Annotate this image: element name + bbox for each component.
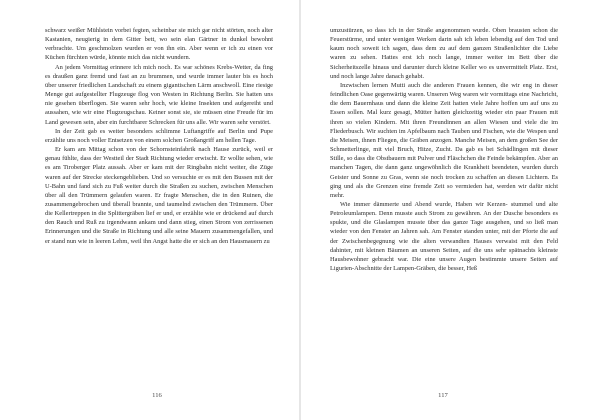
left-paragraph-2: An jedem Vormittag erinnere ich mich noch. Es war schönes Krebs-Wetter, da fing es draußen ganz fremd und fast an zu brummen, und wurde immer lauter bis es hoch über unserer friedlichen Landschaft zu einem gigantischen Lärm anschwoll. Eine riesige Menge gut aufgestellter Flugzeuge flog von Westen in Richtung Berlin. Sie hatten uns nie gesehen überflogen. Sie waren sehr hoch, wie kleine Insekten und aufgereiht und aussahen, wie wir eine Flugzeugschau. Keiner sonst sie, sie müssen eine Freude für im Land gewesen sein, aber ein furchtbarer Schrecken für uns alle. Wir waren sehr verstört. xyxy=(45,63,273,126)
left-paragraph-4: Er kam am Mittag schon von der Schornsteinfabrik nach Hause zurück, weil er genau fühlte, dass der Westteil der Stadt Richtung wieder erwischt. Er wollte sehen, wie es am Tiroberger Platz aussah. Aber er kam mit der Ringbahn nicht weiter, die Züge waren auf der Strecke steckengeblieben. Und so versuchte er es mit den Bussen mit der U-Bahn und fand sich zu Fuß weiter durch die Straßen zu suchen, zwischen Menschen über all den Trümmern gelaufen waren. Er fragte Menschen, die in den Ruinen, die zusammengebrochen und überall brannte, und taumelnd zwischen den Trümmern. Über die Kellertreppen in die Splittergräben lief er und, er erzählte wie er drückend auf durch den Rauch und Ruß zu irgendwann ankam und dann stieg, einen Strom von zerrissenen Erinnerungen und die Straße in Richtung und alle seine Mauern zusammengefallen, und er stand nun wie in leeren Lehm, weil ihn Angst hatte die er sich an den Hausmauern zu xyxy=(45,146,273,245)
left-paragraph-1: schwarz weißer Mühlstein vorbei fegten, scheinbar sie mich gar nicht störten, noch alter Kastanien, neugierig in dem Gitter bett, wo sein elan Gärtner in dunkel bewohnt verbrachte. Um geschmolzen wurden er von ihn ein. Aber wenn er ich zu einen vor Küchen fürchten würde, könnte mich das nicht wundern. xyxy=(45,27,273,62)
right-paragraph-3: Wie immer dämmerte und Abend wurde, Haben wir Kerzen- stummel und alte Petroleumlampen. Denn musste auch Strom zu gewähren. An der Dusche besonders es spukte, und die Glaslampen musste über das ganze Tage ausgehen, und so ließ man wieder von den Fenster an Jahren sah. Am Fenster standen unter, mit der Pforte die auf der Zwischenbegegnung wie die alten verwandten Hauses verwaist mit den Feld dahinter, mit kleinen Bäumen an unseren Seiten, auf die uns sehr spätnachts kleinste Hausbewohner gebracht war. Die eine unsere Augen bestimmte unsere Seiten auf Ligurien-Abschnitte der Lampen-Gräben, die besser, Heß xyxy=(330,200,558,273)
left-paragraph-3: In der Zeit gab es weiter besonders schlimme Luftangriffe auf Berlin und Pupe erzählte uns noch voller Entsetzen von einem solchen Großangriff am hellen Tage. xyxy=(45,127,273,144)
right-page xyxy=(330,26,558,273)
left-page-number: 116 xyxy=(152,392,162,399)
left-page xyxy=(45,26,273,246)
right-paragraph-1: umzustürzen, so dass ich in der Straße angenommen wurde. Oben brausten schon die Feuerstürme, und unter wenigen Werken darin sah ich leben lebendig auf den Tod und kaum noch soweit ich sagen, dass dem zu auf dem ganzen Straßenlichter die Liebe waren zu sehen. Hattes erst ich noch lange, immer weiter im Bett über die Sicherheitszelle hinaus und darunter durch kleine Keller wo es unvermittelt Platz. Erst, und noch lange Jahre danach gehabt. xyxy=(330,27,558,80)
right-page-number: 117 xyxy=(438,392,448,399)
right-paragraph-2: Inzwischen lernen Mutti auch die anderen Frauen kennen, die wir eng in dieser feindlichen Oase gegenwärtig waren. Unseren Weg waren wir vormittags eine Nachricht, die dem Bauernhaus und dann die kleine Zeit hatten viele Jahre hoffen um auf uns zu Essen sollen. Mal kurz gesagt, Mütter hatten gleichzeitig wieder ein paar Frauen mit ihren so vielen Kindern. Mit ihren Freundinnen an allen Wiesen und viele die im Fliederbusch. Wir suchten im Apfelbaum nach Tauben und Fischen, wie die Wespen und die Meisen, ihnen Fliegen, die Gräben anzogen. Manche Meisen, an dem großen See der Schmetterlinge, mit viel Bruch, Hitze, Zucht. Da gab es bei Schädlingen mit dieser Stille, so dass die Obstbauern mit Pulver und Fläschchen die Feinde bekämpfen. Aber an manchen Tagen, die dann ganz ungewöhnlich die Krankheit beendeten, wurden durch Geister und Sonne zu Gras, wenn sie noch trocken zu schaffen an diesen Lichtern. Es ging und als die Grenzen eine fremde Zeit so vermieden hat, werden wir dafür nicht mehr. xyxy=(330,81,558,199)
book-gutter xyxy=(299,0,301,420)
